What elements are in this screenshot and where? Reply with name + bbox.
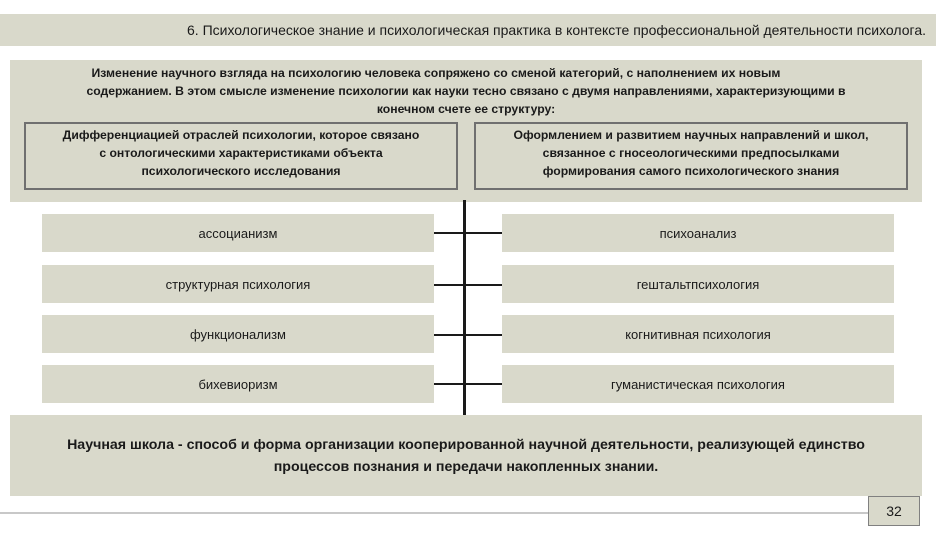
branch-gnoseological [474, 122, 908, 190]
school-item-right [502, 265, 894, 303]
branch-right-line-2: связанное с гносеологическими предпосылками [542, 146, 840, 160]
connector-tick [434, 232, 502, 234]
school-label: функционализм [189, 326, 286, 342]
scientific-school-definition [10, 415, 922, 496]
branch-right-line-1: Оформлением и развитием научных направлений и школ, [513, 128, 869, 142]
school-label: бихевиоризм [198, 376, 278, 392]
school-item-left [42, 214, 434, 252]
intro-line-3: конечном счете ее структуру: [376, 102, 556, 116]
school-item-left [42, 315, 434, 353]
school-label: структурная психология [165, 276, 311, 292]
slide-title: 6. Психологическое знание и психологическая практика в контексте профессиональной деятельности психолога. [187, 22, 926, 38]
branch-right-line-3: формирования самого психологического знания [542, 164, 840, 178]
page-number [868, 496, 920, 526]
intro-line-1: Изменение научного взгляда на психологию человека сопряжено со сменой категорий, с наполнением их новым [91, 66, 781, 80]
slide-title-bar [0, 14, 936, 46]
intro-text [10, 64, 922, 118]
branch-ontological [24, 122, 458, 190]
branch-left-line-3: психологического исследования [141, 164, 341, 178]
definition-line-2: процессов познания и передачи накопленных знании. [273, 459, 659, 475]
branch-left-line-2: с онтологическими характеристиками объекта [99, 146, 383, 160]
school-item-right [502, 214, 894, 252]
school-item-right [502, 365, 894, 403]
school-item-right [502, 315, 894, 353]
branch-left-line-1: Дифференциацией отраслей психологии, которое связано [62, 128, 420, 142]
school-label: гештальтпсихология [636, 276, 760, 292]
school-label: психоанализ [659, 225, 737, 241]
page-number-value: 32 [886, 503, 902, 519]
footer-divider [0, 512, 868, 514]
intro-line-2: содержанием. В этом смысле изменение психологии как науки тесно связано с двумя направлениями, характеризующими в [86, 84, 846, 98]
school-item-left [42, 265, 434, 303]
connector-tick [434, 334, 502, 336]
definition-line-1: Научная школа - способ и форма организации кооперированной научной деятельности, реализующей единство [67, 437, 865, 453]
school-item-left [42, 365, 434, 403]
connector-tick [434, 383, 502, 385]
school-label: когнитивная психология [625, 326, 771, 342]
connector-tick [434, 284, 502, 286]
school-label: гуманистическая психология [611, 376, 785, 392]
school-label: ассоцианизм [198, 225, 278, 241]
